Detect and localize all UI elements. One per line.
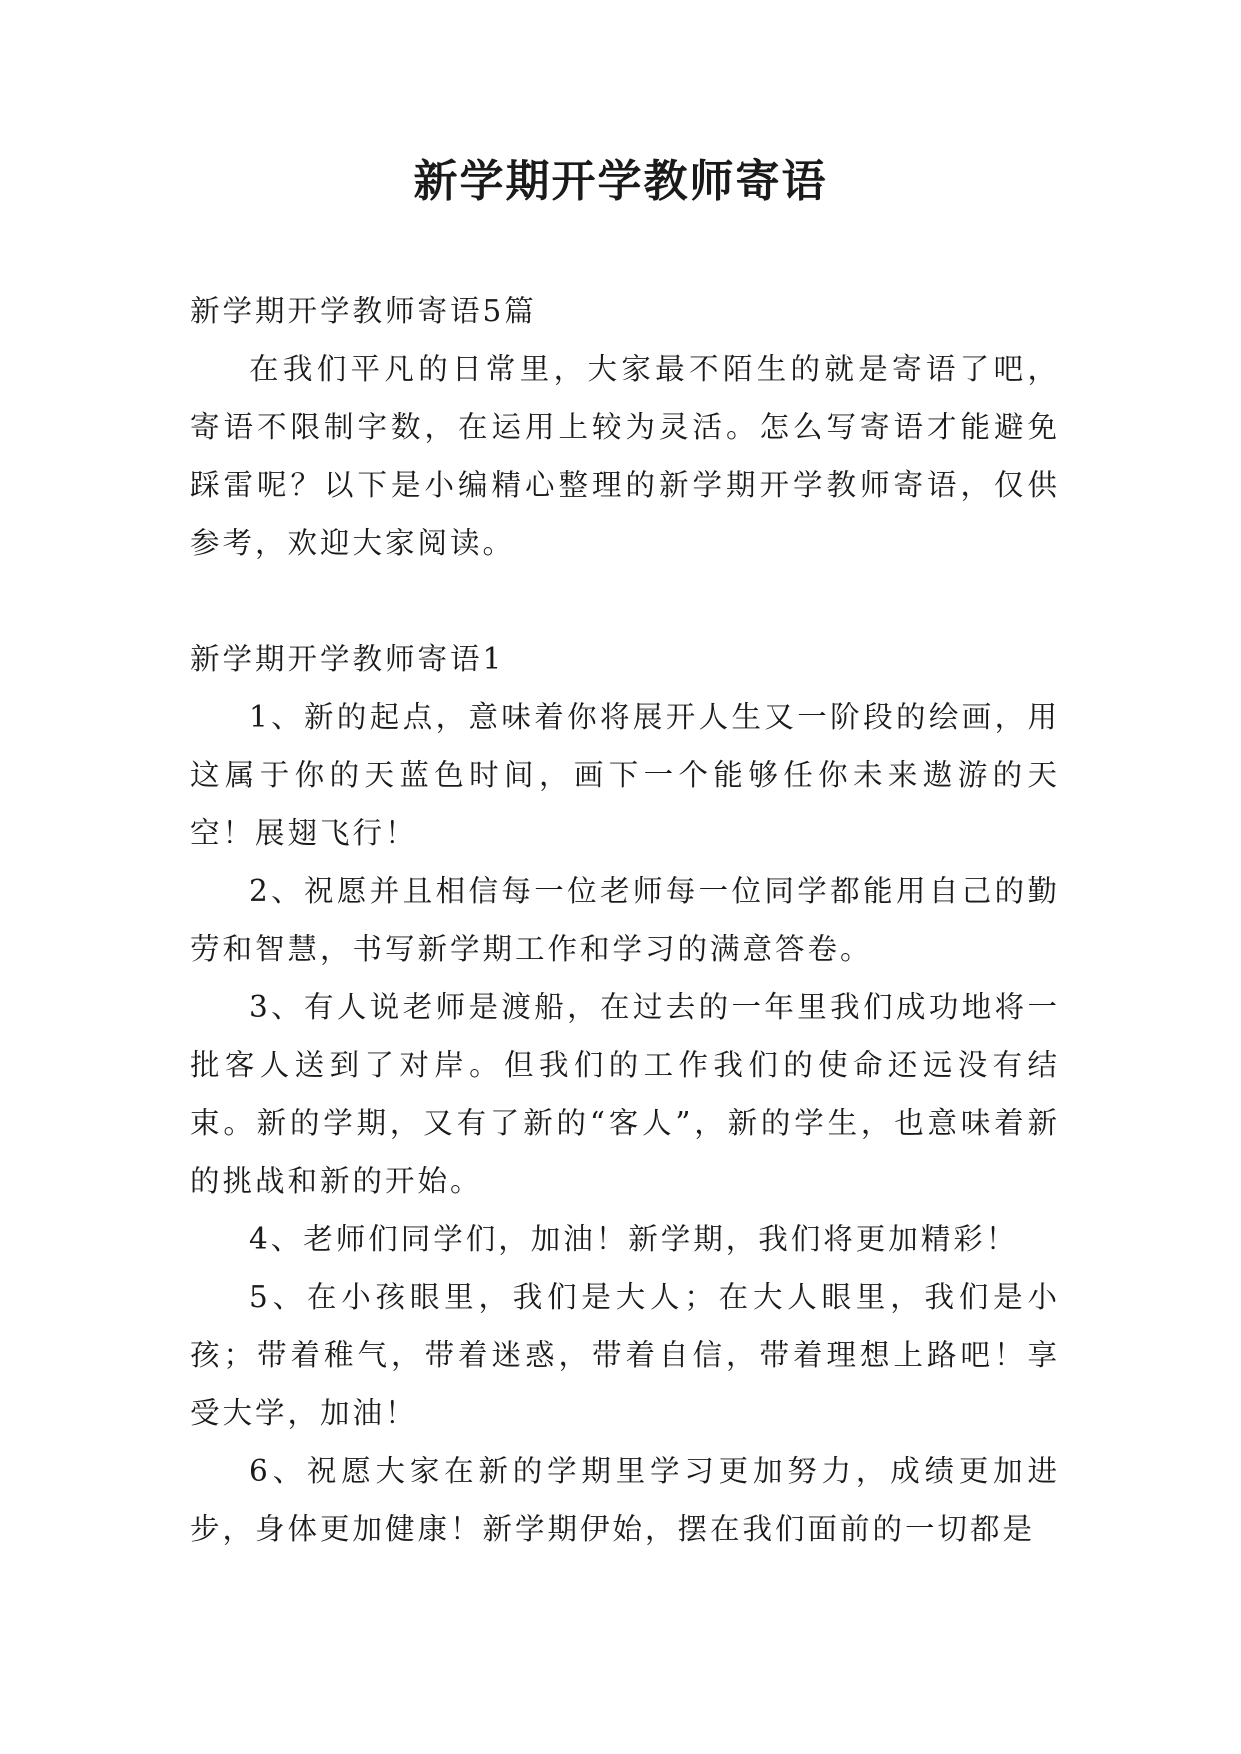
list-item: 6、祝愿大家在新的学期里学习更加努力，成绩更加进步，身体更加健康！新学期伊始，摆在我们面前的一切都是 — [190, 1454, 1060, 1546]
document-body — [190, 282, 1060, 1558]
document-subtitle: 新学期开学教师寄语5篇 — [190, 294, 537, 328]
intro-paragraph: 在我们平凡的日常里，大家最不陌生的就是寄语了吧，寄语不限制字数，在运用上较为灵活。怎么写寄语才能避免踩雷呢？以下是小编精心整理的新学期开学教师寄语，仅供参考，欢迎大家阅读。 — [190, 352, 1060, 560]
document-title: 新学期开学教师寄语 — [413, 156, 828, 207]
list-item: 1、新的起点，意味着你将展开人生又一阶段的绘画，用这属于你的天蓝色时间，画下一个能够任你未来遨游的天空！展翅飞行！ — [190, 700, 1060, 850]
list-item: 2、祝愿并且相信每一位老师每一位同学都能用自己的勤劳和智慧，书写新学期工作和学习的满意答卷。 — [190, 874, 1060, 966]
list-item: 3、有人说老师是渡船，在过去的一年里我们成功地将一批客人送到了对岸。但我们的工作我们的使命还远没有结束。新的学期，又有了新的“客人”，新的学生，也意味着新的挑战和新的开始。 — [190, 990, 1060, 1198]
list-item: 5、在小孩眼里，我们是大人；在大人眼里，我们是小孩；带着稚气，带着迷惑，带着自信，带着理想上路吧！享受大学，加油！ — [190, 1280, 1060, 1430]
list-item: 4、老师们同学们，加油！新学期，我们将更加精彩！ — [249, 1222, 1019, 1256]
section-spacer — [190, 572, 1060, 630]
section-heading: 新学期开学教师寄语1 — [190, 642, 505, 676]
